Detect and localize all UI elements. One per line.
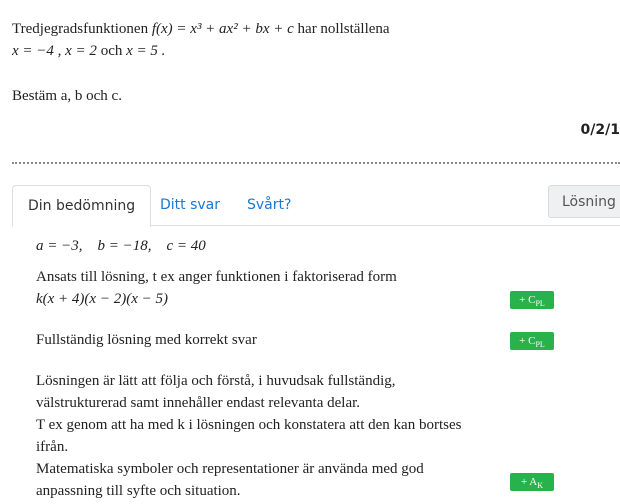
tab-svart[interactable]: Svårt? — [247, 197, 292, 213]
tab-bar — [12, 185, 620, 226]
question-text-suffix: har nollställena — [297, 21, 390, 37]
question-text: Tredjegradsfunktionen — [12, 21, 149, 37]
badge-prefix: + C — [519, 294, 536, 306]
criterion-3-badge — [510, 473, 554, 491]
question-line-1 — [12, 18, 390, 40]
score-display: 0/2/1 — [580, 122, 620, 138]
criterion-2-text: Fullständig lösning med korrekt svar — [36, 332, 257, 348]
badge-prefix: + A — [520, 476, 538, 488]
solution-button[interactable]: Lösning — [548, 185, 620, 218]
criterion-3-line-1: Lösningen är lätt att följa och förstå, i huvudsak fullständig, — [36, 373, 396, 389]
criterion-3-line-5: Matematiska symboler och representationer är använda med god — [36, 461, 424, 477]
badge-sub: PL — [535, 340, 545, 350]
tab-din-bedomning[interactable]: Din bedömning — [12, 185, 151, 227]
criterion-1-badge — [510, 291, 554, 309]
roots-expression: x = −4 , x = 2 — [12, 43, 97, 59]
criterion-3-line-4: ifrån. — [36, 439, 69, 455]
badge-prefix: + C — [519, 335, 536, 347]
question-line-2 — [12, 40, 165, 62]
criterion-1-formula: k(x + 4)(x − 2)(x − 5) — [36, 291, 168, 307]
criterion-2-badge — [510, 332, 554, 350]
criterion-3-line-3: T ex genom att ha med k i lösningen och konstatera att den kan bortses — [36, 417, 462, 433]
function-expression: f(x) = x³ + ax² + bx + c — [151, 21, 294, 37]
badge-sub: K — [537, 481, 544, 491]
roots-and: och — [100, 43, 123, 59]
task-text: Bestäm a, b och c. — [12, 88, 122, 104]
badge-sub: PL — [535, 299, 545, 309]
criterion-1-text: Ansats till lösning, t ex anger funktionen i faktoriserad form — [36, 269, 397, 285]
root-three: x = 5 . — [126, 43, 166, 59]
criterion-3-line-6: anpassning till syfte och situation. — [36, 483, 241, 499]
criterion-3-line-2: välstrukturerad samt innehåller endast relevanta delar. — [36, 395, 361, 411]
answer-values: a = −3, b = −18, c = 40 — [36, 238, 206, 254]
tab-ditt-svar[interactable]: Ditt svar — [160, 197, 221, 213]
dotted-divider — [12, 162, 620, 164]
